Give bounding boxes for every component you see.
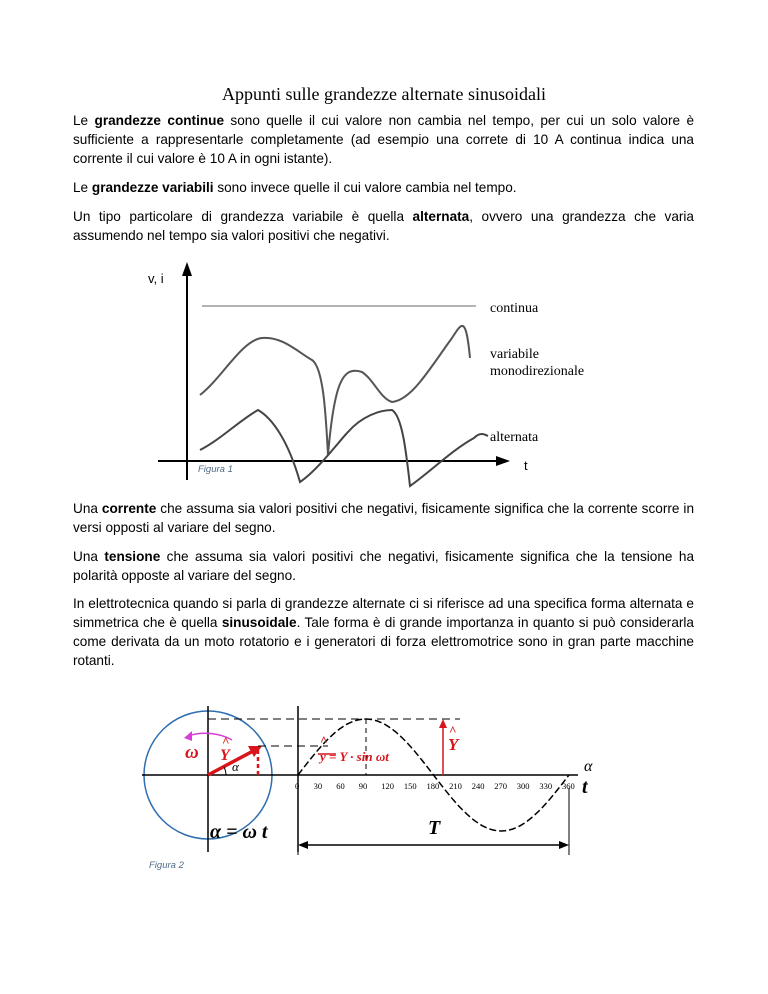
paragraph-alternata: Un tipo particolare di grandezza variabile è quella alternata, ovvero una grandezza che varia assumendo nel tempo sia valori positivi che negativi.	[73, 209, 694, 243]
tick-label: 60	[336, 781, 345, 791]
tick-label: 120	[381, 781, 395, 791]
term-corrente: corrente	[101, 501, 157, 516]
angle-label: α	[232, 759, 239, 774]
phasor-label: Y	[220, 747, 230, 764]
tick-label: 330	[539, 781, 553, 791]
omega-symbol: ω	[185, 742, 199, 763]
x-axis-label: t	[524, 458, 528, 473]
term-alternata: alternata	[412, 209, 470, 224]
label-variabile-2: monodirezionale	[490, 364, 585, 379]
formula: y = Y · sin ωt	[320, 749, 389, 764]
tick-label: 270	[494, 781, 508, 791]
term-sinusoidale: sinusoidale	[221, 615, 297, 630]
tick-label: 360	[562, 781, 575, 791]
tick-label: 240	[471, 781, 485, 791]
amplitude-hat: ^	[449, 723, 457, 738]
tick-label: 210	[449, 781, 462, 791]
page-title: Appunti sulle grandezze alternate sinusoidali	[222, 84, 546, 104]
rotation-arrow-icon	[184, 731, 192, 741]
figure-1-caption: Figura 1	[198, 464, 233, 475]
figure-2-caption: Figura 2	[149, 860, 184, 871]
paragraph-tensione: Una tensione che assuma sia valori positivi che negativi, fisicamente significa che la tensione ha polarità opposte al variare del segno.	[73, 549, 695, 583]
amplitude-label: Y	[448, 735, 459, 754]
paragraph-sinusoidale: In elettrotecnica quando si parla di grandezze alternate ci si riferisce ad una specifica forma alternata e simmetrica che è quella sinusoidale. Tale forma è di grande importanza in quanto si può considerarla come derivata da un moto rotatorio e i generatori di forza elettromotrice sono in gran parte macchine rotanti.	[73, 596, 694, 668]
tick-label: 30	[313, 781, 323, 791]
tick-label: 180	[426, 781, 440, 791]
axis-alpha-label: α	[584, 758, 593, 775]
label-continua: continua	[490, 301, 539, 316]
term-grandezze-variabili: grandezze variabili	[91, 180, 214, 195]
paragraph-corrente: Una corrente che assuma sia valori positivi che negativi, fisicamente significa che la corrente scorre in versi opposti al variare del segno.	[73, 501, 694, 535]
paragraph-grandezze-variabili: Le grandezze variabili sono invece quelle il cui valore cambia nel tempo.	[73, 180, 517, 195]
phasor-hat: ^	[222, 734, 230, 749]
y-axis-label: v, i	[148, 271, 164, 286]
paragraph-grandezze-continue: Le grandezze continue sono quelle il cui valore non cambia nel tempo, per cui un solo valore è sufficiente a rappresentarle completamente (ad esempio una correte di 10 A continua indica una corrente il cui valore è 10 A in ogni istante).	[73, 113, 695, 166]
period-right-arrow-icon	[559, 841, 569, 849]
tick-label: 0	[295, 781, 300, 791]
tick-label: 150	[403, 781, 417, 791]
angle-arc	[224, 767, 226, 775]
alpha-equation: α = ω t	[210, 821, 268, 843]
term-grandezze-continue: grandezze continue	[94, 113, 225, 128]
tick-label: 300	[516, 781, 530, 791]
formula-hat: ^	[320, 733, 328, 748]
amplitude-arrowhead-icon	[439, 719, 447, 728]
label-variabile-1: variabile	[490, 347, 539, 362]
period-label: T	[428, 817, 441, 839]
axis-t-label: t	[582, 776, 588, 798]
term-tensione: tensione	[104, 549, 161, 564]
tick-labels	[295, 781, 575, 791]
period-left-arrow-icon	[298, 841, 308, 849]
label-alternata: alternata	[490, 430, 539, 445]
tick-label: 90	[358, 781, 368, 791]
